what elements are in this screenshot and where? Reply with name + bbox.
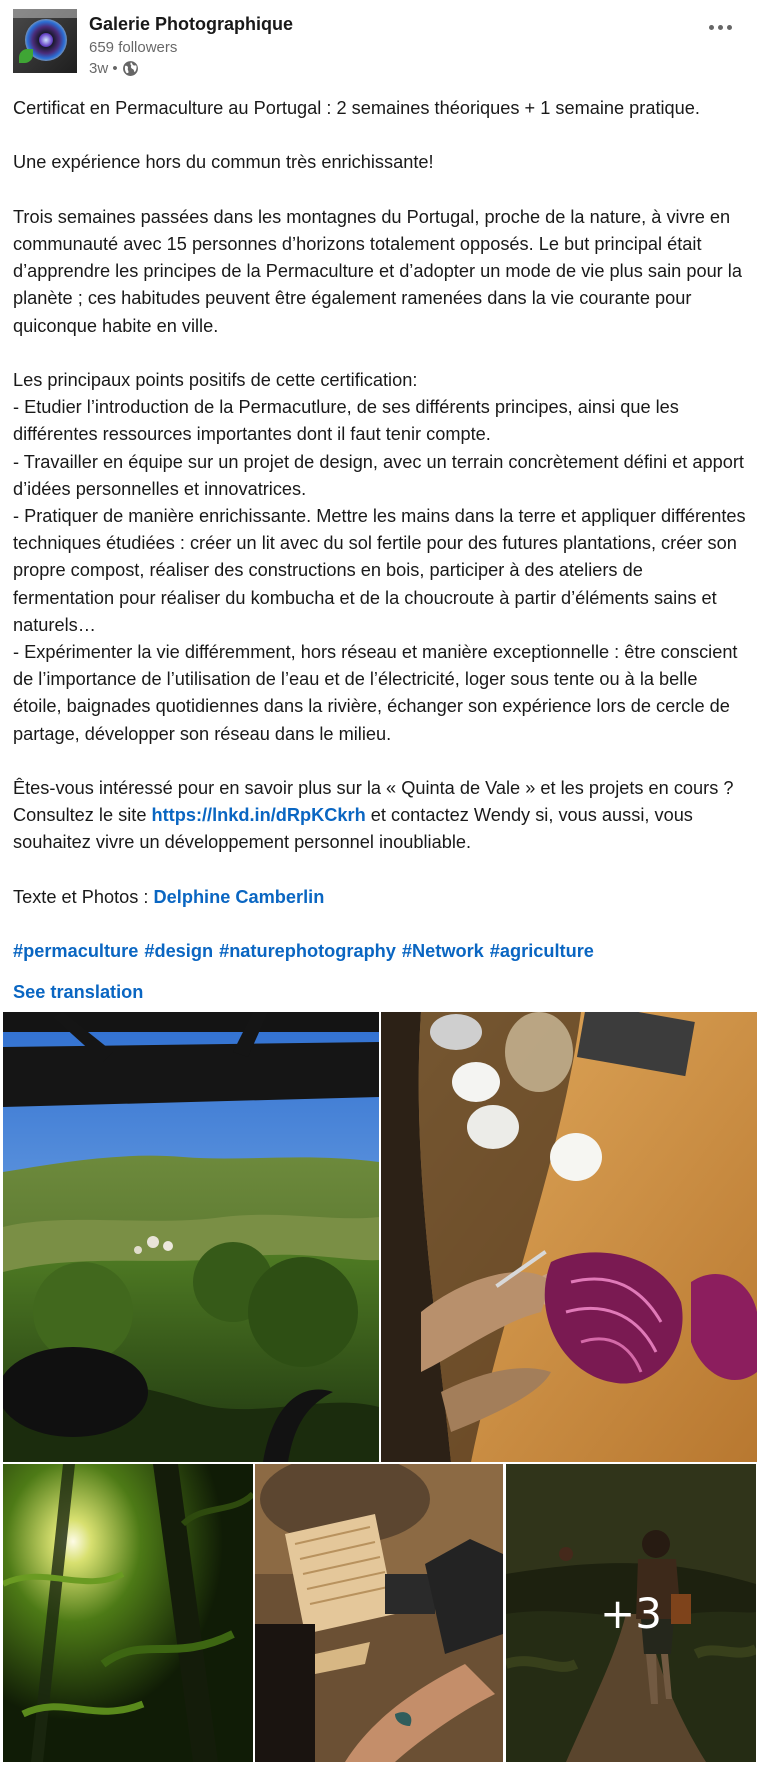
hashtag-link[interactable]: #Network [401, 941, 484, 962]
photo-hiking[interactable] [506, 1464, 756, 1762]
more-photos-overlay[interactable] [506, 1464, 756, 1762]
hashtag-link[interactable]: #permaculture [13, 941, 139, 962]
website-link[interactable]: https://lnkd.in/dRpKCkrh [151, 805, 366, 826]
ellipsis-icon [709, 25, 714, 30]
post-age: 3w • [89, 60, 118, 77]
hashtag-list [13, 938, 748, 965]
cta-text-before: Êtes-vous intéressé pour en savoir plus sur la « Quinta de Vale » et les projets en cours ? Consultez le site [13, 778, 734, 826]
hashtag-link[interactable]: #agriculture [489, 941, 594, 962]
more-photos-count: +3 [600, 1588, 662, 1638]
photo-bamboo[interactable] [3, 1464, 253, 1762]
globe-icon [122, 60, 139, 77]
photo-woodwork[interactable] [255, 1464, 503, 1762]
see-translation-button[interactable]: See translation [13, 982, 144, 1002]
list-item: - Etudier l’introduction de la Permacutlure, de ses différents principes, ainsi que les différentes ressources importantes dont il faut tenir compte. [13, 397, 679, 445]
paragraph: Une expérience hors du commun très enrichissante! [13, 152, 434, 173]
post-header [13, 9, 748, 79]
post-text [13, 95, 748, 993]
list-item: - Expérimenter la vie différemment, hors réseau et manière exceptionnelle : être conscient de l’importance de l’utilisation de l’eau et de l’électricité, loger sous tente ou à la belle étoile, baignades quotidiennes dans la rivière, échanger son expérience lors de cercle de partage, développer son réseau dans le milieu. [13, 642, 738, 744]
post-meta [89, 60, 139, 77]
hashtag-link[interactable]: #naturephotography [219, 941, 396, 962]
credit-line [13, 884, 748, 911]
list-item: - Pratiquer de manière enrichissante. Mettre les mains dans la terre et appliquer différentes techniques étudiées : créer un lit avec du sol fertile pour des futures plantations, créer son propre compost, réaliser des constructions en bois, participer à des ateliers de fermentation pour réaliser du kombucha et de la choucroute à partir d’éléments sains et naturels… [13, 506, 746, 635]
hashtag-link[interactable]: #design [144, 941, 214, 962]
more-options-button[interactable] [702, 11, 738, 43]
list-item: - Travailler en équipe sur un projet de design, avec un terrain concrètement défini et apport d’idées personnelles et innovatrices. [13, 451, 744, 499]
photo-cabbage[interactable] [381, 1012, 757, 1462]
credit-label: Texte et Photos : [13, 886, 154, 907]
author-avatar[interactable] [13, 9, 77, 73]
follower-count: 659 followers [89, 39, 178, 56]
credit-profile-link[interactable]: Delphine Camberlin [153, 886, 325, 907]
paragraph: Certificat en Permaculture au Portugal : 2 semaines théoriques + 1 semaine pratique. [13, 98, 700, 118]
list-intro: Les principaux points positifs de cette certification: [13, 369, 418, 390]
photo-landscape[interactable] [3, 1012, 379, 1462]
cta-paragraph [13, 775, 748, 857]
paragraph: Trois semaines passées dans les montagnes du Portugal, proche de la nature, à vivre en communauté avec 15 personnes d’horizons totalement opposés. Le but principal était d’apprendre les principes de la Permaculture et d’adopter un mode de vie plus sain pour la planète ; ces habitudes peuvent être également ramenées dans la vie courante pour quiconque habite en ville. [13, 206, 742, 336]
author-name[interactable]: Galerie Photographique [89, 14, 294, 34]
cta-text-after: et contactez Wendy si, vous aussi, vous souhaitez vivre un développement personnel inoubliable. [13, 805, 693, 853]
